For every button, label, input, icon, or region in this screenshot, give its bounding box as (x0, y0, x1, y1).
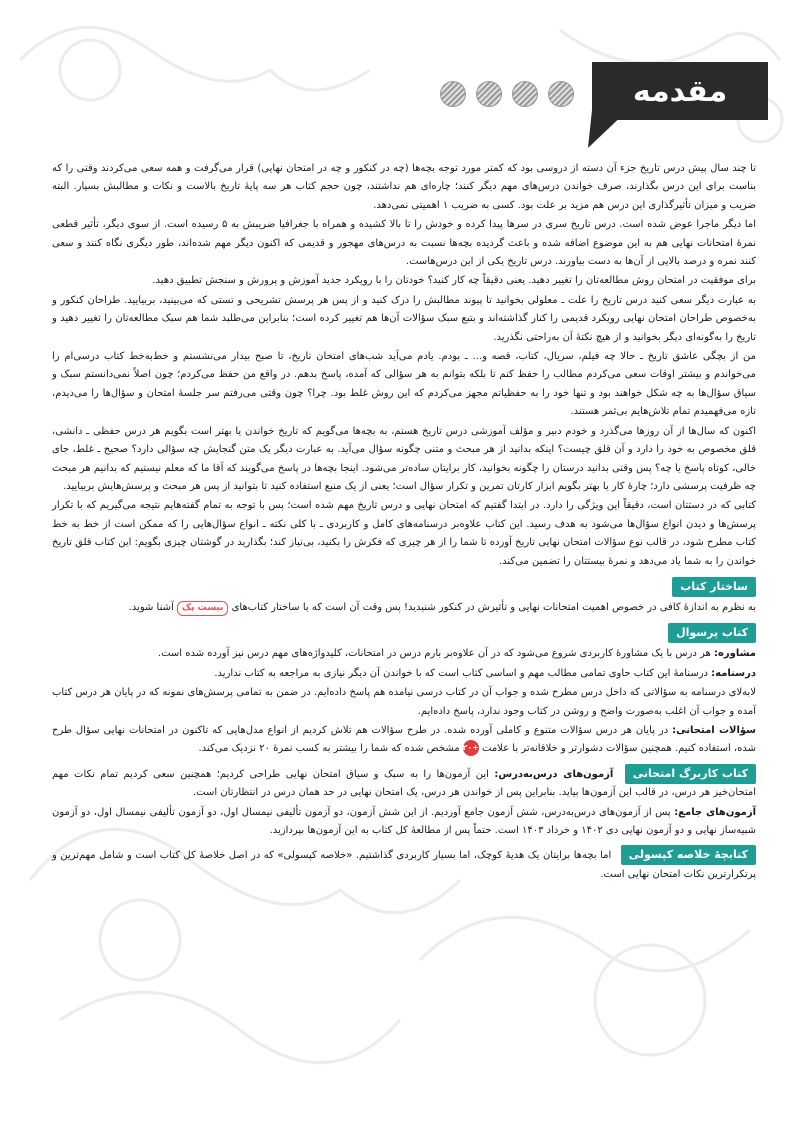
item-text: پس از آزمون‌های درس‌به‌درس، شش آزمون جامع آوردیم. از این شش آزمون، دو آزمون تألیفی نیمسال اول، دو آزمون تألیفی نیمسال اول، دو آزمون شبیه‌ساز نهایی و دو آزمون نهایی دی ۱۴۰۲ و خرداد ۱۴۰۳ است. حتماً پس از مطالعهٔ کل کتاب به این آزمون‌ها بپردازید. (52, 806, 756, 836)
main-content (52, 160, 756, 885)
list-item (52, 804, 756, 841)
item-text-after: مشخص شده که شما را بیشتر به کسب نمرهٔ ۲۰ نزدیک می‌کند. (198, 743, 460, 755)
intro-paragraph-4: به عبارت دیگر سعی کنید درس تاریخ را علت ـ معلولی بخوانید تا پیوند مطالبش را درک کنید و از پس هر پرسش تشریحی و تستی که می‌بینید، بربیایید. طراحان کنکور و به‌خصوص طراحان امتحان نهایی رویکرد قدیمی را کنار گذاشته‌اند و بتبع سبک سؤالات آن‌ها هم تغییر کرده است؛ بنابراین می‌طلبد شما هم سبک مطالعه‌تان را تغییر دهید و تاریخ را به‌گونه‌ای دیگر بخوانید و از هیچ نکتهٔ آن به‌راحتی نگذرید. (52, 294, 756, 343)
item-text: هر درس با یک مشاورهٔ کاربردی شروع می‌شود که در آن علاوه‌بر بارم درس در امتحانات، کلیدواژه‌های مهم درس نیز آورده شده است. (157, 648, 711, 660)
intro-paragraph-3: برای موفقیت در امتحان روش مطالعه‌تان را تغییر دهید. یعنی دقیقاً چه کار کنید؟ خودتان را با رویکرد جدید آموزش و پرورش و سنجش تطبیق دهید. (152, 275, 756, 287)
list-item (52, 722, 756, 759)
list-item (52, 684, 756, 721)
structure-text-after: آشنا شوید. (128, 601, 174, 613)
dot-icon (548, 81, 574, 107)
section-capsule (52, 845, 756, 884)
section-heading-structure: ساختار کتاب (672, 577, 756, 597)
item-key: درسنامه: (711, 667, 756, 679)
structure-paragraph (52, 599, 756, 617)
capsule-text: اما بچه‌ها برایتان یک هدیهٔ کوچک، اما بسیار کاربردی گذاشتیم. «خلاصه کپسولی» که در اصل خلاصهٔ کل کتاب است و شامل مهم‌ترین و پرتکرارترین نکات امتحان نهایی است. (52, 850, 756, 880)
dot-icon (476, 81, 502, 107)
section-workbook (52, 764, 756, 803)
page-header (0, 0, 805, 150)
decorative-dots (440, 81, 590, 109)
intro-paragraph-2: اما دیگر ماجرا عوض شده است. درس تاریخ سری در سرها پیدا کرده و خودش را تا بالا کشیده و همراه با جغرافیا ضریبش به ۵ رسیده است. از سوی دیگر، تأثیر قطعی نمرهٔ امتحانات نهایی هم به این موضوع اضافه شده و باعث گردیده بچه‌ها نسبت به درس‌های مهجور و قدیمی که اکنون دیگر مهم شده‌اند، طور دیگری نگاه کنند و سعی کنند نمره و درصد بالایی از آن‌ها به دست بیاورند. درس تاریخ یکی از این درس‌هاست. (52, 219, 756, 268)
section-heading-workbook: کتاب کاربرگ امتحانی (625, 764, 756, 784)
item-key: آزمون‌های درس‌به‌درس: (494, 768, 614, 780)
item-text-before: در پایان هر درس سؤالات متنوع و کاملی آورده شده. در طرح سؤالات هم تلاش کردیم از انواع مدل‌هایی که تاکنون در امتحانات نهایی سؤال طرح شده، استفاده کنیم. همچنین سؤالات دشوارتر و خلاقانه‌تر با علامت (52, 724, 756, 755)
section-heading-capsule: کتابچهٔ خلاصه کپسولی (621, 845, 756, 865)
speech-tail-icon (580, 110, 630, 150)
intro-paragraph-5: من از بچگی عاشق تاریخ ـ حالا چه فیلم، سریال، کتاب، قصه و... ـ بودم. یادم می‌آید شب‌های امتحان تاریخ، تا صبح بیدار می‌نشستم و خط‌به‌خط کتاب درسی‌ام را می‌خواندم و بیشتر اوقات سعی می‌کردم مطالب را حفظ کنم تا بلکه بتوانم به هر سؤالی که آمده، پاسخ بدهم. در واقع من حفظ می‌کردم؛ چون اصلاً نمی‌دانستم سبک و سیاق سؤال‌ها به چه شکل خواهند بود و تنها خود را به حفظیاتم مجهز می‌کردم که این روش غلط بود. چرا؟ چون وقتی می‌رفتم سر جلسهٔ امتحان و سؤال‌ها را می‌دیدم، تازه می‌فهمیدم تمام تلاش‌هایم بی‌ثمر هستند. (52, 351, 756, 418)
item-text: لابه‌لای درسنامه به سؤالاتی که داخل درس مطرح شده و جواب آن در کتاب درسی نیامده هم پاسخ داده‌ایم. در ضمن به تمامی پرسش‌های نمونه که در پایان هر درس کتاب آمده و جواب آن اغلب به‌صورت واضح و روشن در کتاب وجود ندارد، پاسخ داده‌ایم. (52, 687, 756, 717)
item-key: آزمون‌های جامع: (674, 806, 756, 818)
dot-icon (512, 81, 538, 107)
plus-twenty-badge-icon: +۲۰ (463, 740, 479, 756)
brand-logo: بیست پک (177, 601, 228, 616)
section-structure (52, 577, 756, 597)
intro-paragraph-6: اکنون که سال‌ها از آن روزها می‌گذرد و خودم دبیر و مؤلف آموزشی درس تاریخ هستم، به بچه‌ها می‌گویم که تاریخ خواندن یا بهتر است بگویم هر درس حفظی ـ دانشی، قلق مخصوص به خود را دارد و آن قلق چیست؟ اینکه بدانید از هر مبحث و متنی چگونه سؤال می‌آید. به عبارت دیگر یک متن گنجایش چه سؤالی دارد؟ صحیح ـ غلط، جای خالی، کوتاه پاسخ یا چه؟ پس وقتی بدانید درستان را چگونه بخوانید، کار برایتان ساده‌تر می‌شود. اینجا بچه‌ها در پاسخ می‌گویند که آقا ما که معلم نیستیم که بدانیم هر مبحث چه ظرفیت پرسشی دارد؛ چارهٔ کار یا بهتر بگویم ابزار کارتان تمرین و تکرار سؤال است؛ یعنی از یک منبع استفاده کنید تا بتوانید از پس هر مبحث و پرسش‌هایش بربیایید. (52, 425, 756, 492)
section-question-book (52, 623, 756, 643)
section-heading-question-book: کتاب پرسوال (668, 623, 756, 643)
intro-paragraph-1: تا چند سال پیش درس تاریخ جزء آن دسته از دروسی بود که کمتر مورد توجه بچه‌ها (چه در کنکور و چه در امتحان نهایی) قرار می‌گرفت و همه سعی می‌کردند وقتی را که بناست برای این درس بگذارند، صرف خواندن درس‌های مهم دیگر کنند؛ چاره‌ای هم نداشتند، چون حجم کتاب هر سه پایهٔ تاریخ بالاست و نکات و مطالبش بسیار. البته ضریب و میزان تأثیرگذاری این درس هم مزید بر علت بود. کسی به ضریب ۱ اهمیتی نمی‌دهد. (52, 163, 756, 211)
item-text: درسنامهٔ این کتاب حاوی تمامی مطالب مهم و اساسی کتاب است که با خواندن آن دیگر نیازی به مراجعه به کتاب ندارید. (214, 667, 708, 679)
item-text: این آزمون‌ها را به سبک و سیاق امتحان نهایی طراحی کردیم؛ همچنین سعی کردیم تمام نکات مهم امتحان‌خیز هر درس، در قالب این آزمون‌ها بیاید. بنابراین پس از خواندن هر درس، یک امتحان نهایی در حد همان درس در انتظارتان است. (52, 768, 756, 799)
item-key: مشاوره: (714, 648, 756, 660)
list-item (52, 645, 756, 663)
dot-icon (440, 81, 466, 107)
page-title: مقدمه (592, 62, 768, 120)
list-item (52, 665, 756, 683)
structure-text-before: به نظرم به اندازهٔ کافی در خصوص اهمیت امتحانات نهایی و تأثیرش در کنکور شنیدید! پس وقت آن است که با ساختار کتاب‌های (231, 601, 756, 613)
item-key: سؤالات امتحانی: (672, 724, 757, 736)
intro-paragraph-7: کتابی که در دستتان است، دقیقاً این ویژگی را دارد. در ابتدا گفتیم که امتحان نهایی و درس تاریخ مهم شده است؛ پس با توجه به تمام گفته‌هایم نتیجه می‌گیریم که با تکرار پرسش‌ها و دیدن انواع سؤال‌ها می‌شود به هدف رسید. این کتاب علاوه‌بر درسنامه‌های کامل و کاربردی ـ با کلی نکته ـ انواع سؤال‌هایی را که ممکن است از خط به خط کتاب مطرح شود، در قالب نوع سؤالات امتحان نهایی تاریخ آورده تا شما را از هر چیزی که فکرش را بکنید، بی‌نیاز کند؛ بگذارید در گوشتان چیزی بگویم: این کتاب قلق تاریخ خواندن را به شما یاد می‌دهد و نمرهٔ بیستتان را تضمین می‌کند. (52, 500, 756, 567)
